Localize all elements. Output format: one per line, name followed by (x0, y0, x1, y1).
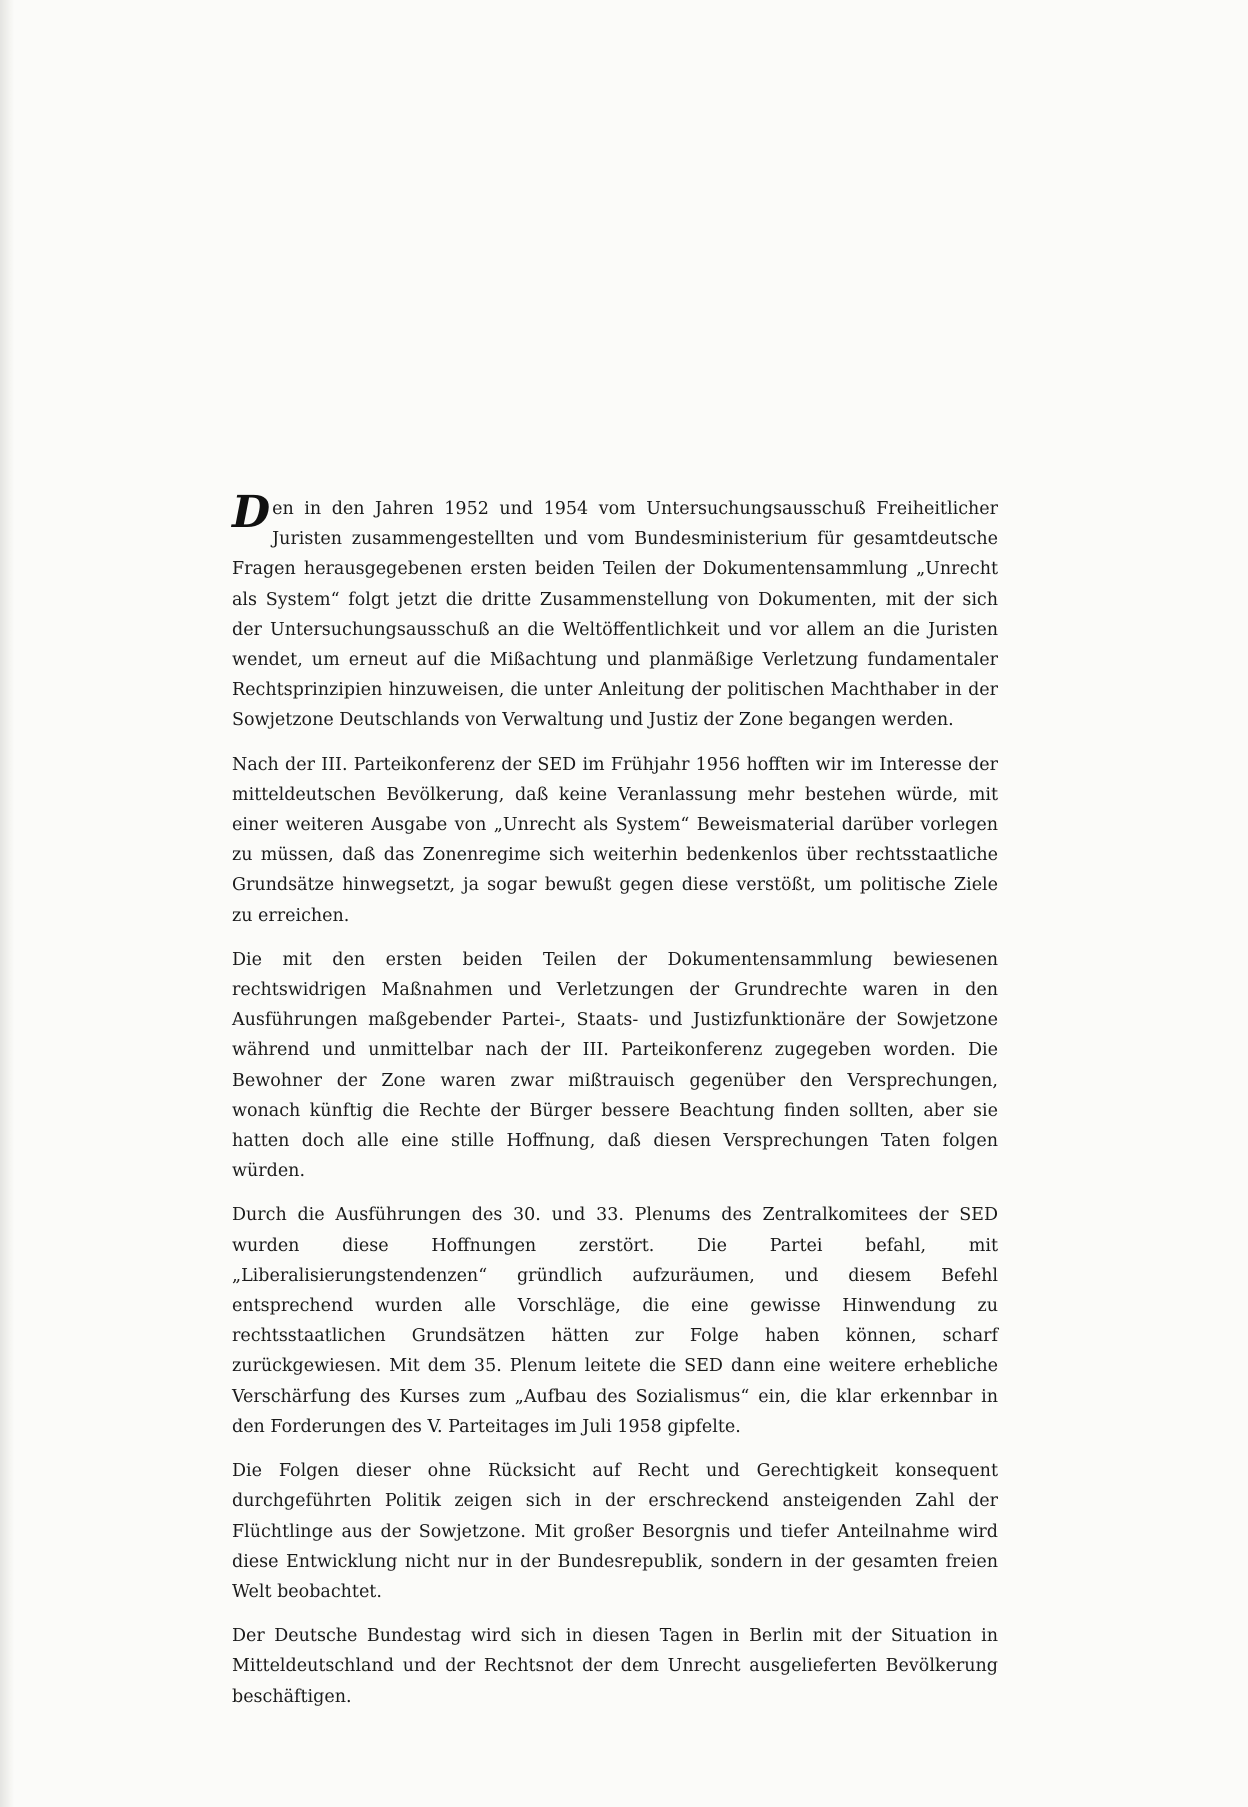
page-edge-shadow (0, 0, 14, 1807)
paragraph-4: Durch die Ausführungen des 30. und 33. Plenums des Zentralkomitees der SED wurden diese Hoffnungen zerstört. Die Partei befahl, mit „Liberalisierungstendenzen“ gründlich aufzuräumen, und diesem Befehl entsprechend wurden alle Vorschläge, die eine gewisse Hinwendung zu rechtsstaatlichen Grundsätzen hätten zur Folge haben können, scharf zurückgewiesen. Mit dem 35. Plenum leitete die SED dann eine weitere erhebliche Verschärfung des Kurses zum „Aufbau des Sozialismus“ ein, die klar erkennbar in den Forderungen des V. Parteitages im Juli 1958 gipfelte. (232, 1205, 998, 1437)
paragraph-6: Der Deutsche Bundestag wird sich in diesen Tagen in Berlin mit der Situation in Mitteldeutschland und der Rechtsnot der dem Unrecht ausgelieferten Bevölkerung beschäftigen. (232, 1626, 998, 1707)
document-body (232, 487, 998, 1726)
paragraph-5: Die Folgen dieser ohne Rücksicht auf Recht und Gerechtigkeit konsequent durchgeführten Politik zeigen sich in der erschreckend ansteigenden Zahl der Flüchtlinge aus der Sowjetzone. Mit großer Besorgnis und tiefer Anteilnahme wird diese Entwicklung nicht nur in der Bundesrepublik, sondern in der gesamten freien Welt beobachtet. (232, 1461, 998, 1602)
paragraph-2: Nach der III. Parteikonferenz der SED im Frühjahr 1956 hofften wir im Interesse der mitteldeutschen Bevölkerung, daß keine Veranlassung mehr bestehen würde, mit einer weiteren Ausgabe von „Unrecht als System“ Beweismaterial darüber vorlegen zu müssen, daß das Zonenregime sich weiterhin bedenkenlos über rechtsstaatliche Grundsätze hinwegsetzt, ja sogar bewußt gegen diese verstößt, um politische Ziele zu erreichen. (232, 754, 998, 926)
paragraph-1 (232, 487, 998, 736)
paragraph-3: Die mit den ersten beiden Teilen der Dokumentensammlung bewiesenen rechtswidrigen Maßnahmen und Verletzungen der Grundrechte waren in den Ausführungen maßgebender Partei-, Staats- und Justizfunktionäre der Sowjetzone während und unmittelbar nach der III. Parteikonferenz zugegeben worden. Die Bewohner der Zone waren zwar mißtrauisch gegenüber den Versprechungen, wonach künftig die Rechte der Bürger bessere Beachtung finden sollten, aber sie hatten doch alle eine stille Hoffnung, daß diesen Versprechungen Taten folgen würden. (232, 949, 998, 1182)
paragraph-1-text: en in den Jahren 1952 und 1954 vom Untersuchungsausschuß Freiheitlicher Juristen zusammengestellten und vom Bundesministerium für gesamtdeutsche Fragen herausgegebenen ersten beiden Teilen der Dokumentensammlung „Unrecht als System“ folgt jetzt die dritte Zusammenstellung von Dokumenten, mit der sich der Untersuchungsausschuß an die Weltöffentlichkeit und vor allem an die Juristen wendet, um erneut auf die Mißachtung und planmäßige Verletzung fundamentaler Rechtsprinzipien hinzuweisen, die unter Anleitung der politischen Machthaber in der Sowjetzone Deutschlands von Verwaltung und Justiz der Zone begangen werden. (232, 499, 998, 731)
drop-cap: D (232, 487, 271, 538)
